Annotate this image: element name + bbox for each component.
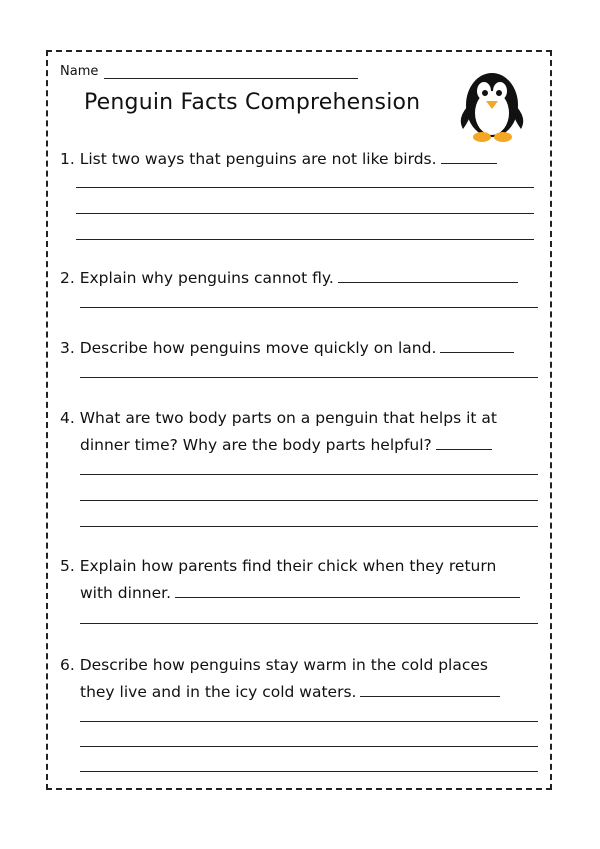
question-5-text: 5. Explain how parents find their chick when they return xyxy=(60,557,497,575)
question-4-text: 4. What are two body parts on a penguin that helps it at xyxy=(60,409,497,427)
answer-blank[interactable] xyxy=(360,679,500,697)
question-4 xyxy=(60,406,497,431)
question-6-text: 6. Describe how penguins stay warm in the cold places xyxy=(60,656,488,674)
answer-line[interactable] xyxy=(80,500,538,501)
question-1 xyxy=(60,146,497,172)
answer-line[interactable] xyxy=(80,721,538,722)
penguin-icon xyxy=(455,63,530,143)
question-5-line-2 xyxy=(80,580,520,606)
question-4-line-2 xyxy=(80,432,492,458)
name-label: Name xyxy=(60,64,99,79)
answer-line[interactable] xyxy=(76,239,534,240)
answer-line[interactable] xyxy=(80,746,538,747)
question-4-text-2: dinner time? Why are the body parts helpful? xyxy=(80,436,432,454)
answer-line[interactable] xyxy=(80,771,538,772)
question-6-text-2: they live and in the icy cold waters. xyxy=(80,683,357,701)
question-3-text: 3. Describe how penguins move quickly on land. xyxy=(60,339,437,357)
answer-line[interactable] xyxy=(76,213,534,214)
question-6-line-2 xyxy=(80,679,500,705)
answer-blank[interactable] xyxy=(440,335,514,353)
name-field[interactable] xyxy=(104,64,358,79)
answer-blank[interactable] xyxy=(175,580,520,598)
question-2-text: 2. Explain why penguins cannot fly. xyxy=(60,269,334,287)
answer-line[interactable] xyxy=(80,474,538,475)
answer-line[interactable] xyxy=(80,623,538,624)
question-6 xyxy=(60,653,488,678)
question-3 xyxy=(60,335,514,361)
answer-blank[interactable] xyxy=(436,432,492,450)
answer-line[interactable] xyxy=(80,526,538,527)
answer-line[interactable] xyxy=(80,377,538,378)
answer-blank[interactable] xyxy=(441,146,497,164)
question-5-text-2: with dinner. xyxy=(80,584,172,602)
page-title: Penguin Facts Comprehension xyxy=(84,90,421,115)
answer-line[interactable] xyxy=(80,307,538,308)
name-row xyxy=(60,64,358,79)
answer-blank[interactable] xyxy=(338,265,518,283)
question-5 xyxy=(60,554,496,579)
answer-line[interactable] xyxy=(76,187,534,188)
question-1-text: 1. List two ways that penguins are not like birds. xyxy=(60,150,437,168)
question-2 xyxy=(60,265,518,291)
